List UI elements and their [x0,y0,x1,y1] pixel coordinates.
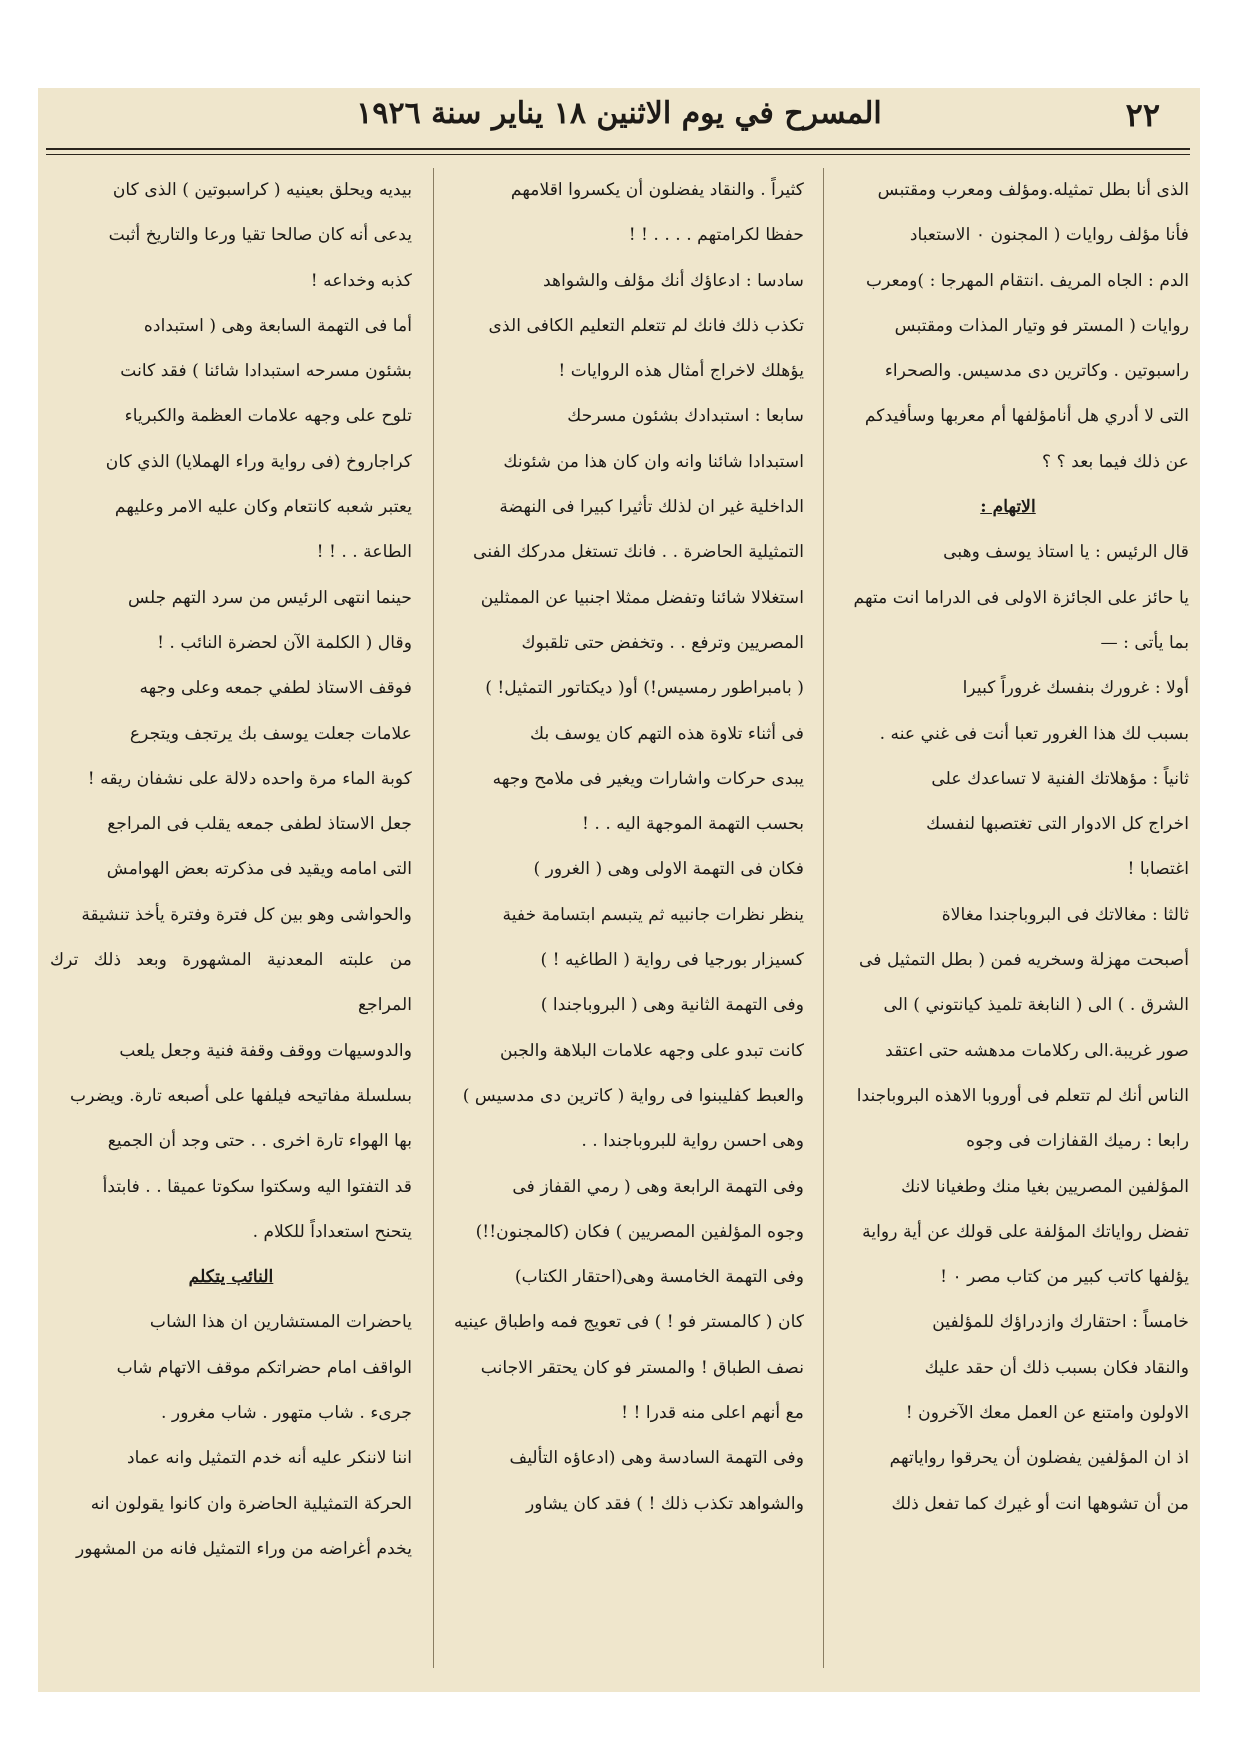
text-line: الطاعة . . ! ! [316,542,412,563]
text-line: الذى أنا بطل تمثيله.ومؤلف ومعرب ومقتبس [877,180,1189,200]
column-divider [823,168,824,1668]
column-divider [433,168,434,1668]
text-line: حينما انتهى الرئيس من سرد التهم جلس [128,587,412,608]
text-line: يعتبر شعبه كانتعام وكان عليه الامر وعليهم [114,497,412,518]
text-line: ثانياً : مؤهلاتك الفنية لا تساعدك على [931,768,1189,789]
text-line: والعبط كفليبنوا فى رواية ( كاترين دى مدسيس ) [462,1085,804,1106]
text-line: بسلسلة مفاتيحه فيلفها على أصبعه تارة. ويضرب [70,1085,412,1106]
text-line: يا حائز على الجائزة الاولى فى الدراما انت متهم [853,587,1189,608]
text-line: والحواشى وهو بين كل فترة وفترة يأخذ تنشيقة [81,904,412,925]
text-line: الواقف امام حضراتكم موقف الاتهام شاب [116,1357,412,1378]
text-column-right [827,168,1189,1684]
text-line: كذبه وخداعه ! [310,270,412,291]
text-line: راسبوتين . وكاترين دى مدسيس. والصحراء [884,361,1189,382]
text-line: بما يأتى : — [1100,632,1189,653]
text-line: مع أنهم اعلى منه قدرا ! ! [621,1403,804,1424]
text-line: يتحنح استعداداً للكلام . [252,1221,412,1242]
text-line: وفى التهمة الخامسة وهى(احتقار الكتاب) [514,1267,804,1288]
text-line: وفى التهمة الرابعة وهى ( رمي القفاز فى [512,1176,804,1197]
text-line: ينظر نظرات جانبيه ثم يتبسم ابتسامة خفية [502,904,804,925]
text-line: حفظا لكرامتهم . . . . ! ! [628,225,804,246]
text-line: بشئون مسرحه استبدادا شائنا ) فقد كانت [120,361,412,382]
text-line: والشواهد تكذب ذلك ! ) فقد كان يشاور [525,1493,804,1514]
text-line: قد التفتوا اليه وسكتوا سكوتا عميقا . . فابتدأ [102,1176,412,1197]
text-line: فى أثناء تلاوة هذه التهم كان يوسف بك [529,723,804,744]
text-line: والنقاد فكان بسبب ذلك أن حقد عليك [924,1357,1189,1378]
text-line: والدوسيهات ووقف وقفة فنية وجعل يلعب [119,1040,412,1061]
page-header-title: المسرح في يوم الاثنين ١٨ يناير سنة ١٩٢٦ [356,96,882,131]
text-line: جرىء . شاب متهور . شاب مغرور . [161,1403,412,1424]
text-line: أصبحت مهزلة وسخريه فمن ( بطل التمثيل فى [858,950,1189,971]
text-line: الشرق . ) الى ( النابغة تلميذ كيانتوني ) الى [883,995,1189,1016]
text-line: كانت تبدو على وجهه علامات البلاهة والجبن [499,1040,804,1061]
text-line: فكان فى التهمة الاولى وهى ( الغرور ) [533,859,804,880]
text-line: روايات ( المستر فو وتيار المذات ومقتبس [894,315,1189,336]
text-line: سادسا : ادعاؤك أنك مؤلف والشواهد [543,270,804,291]
text-line: كان ( كالمستر فو ! ) فى تعويج فمه واطباق عينيه [454,1312,804,1333]
text-line: الداخلية غير ان لذلك تأثيرا كبيرا فى النهضة [499,497,804,518]
text-line: المصريين وترفع . . وتخفض حتى تلقبوك [521,632,804,653]
text-line: فوقف الاستاذ لطفي جمعه وعلى وجهه [139,678,412,699]
text-line: الاولون وامتنع عن العمل معك الآخرون ! [905,1403,1189,1424]
text-line: الناس أنك لم تتعلم فى أوروبا الاهذه البروباجندا [856,1085,1189,1106]
text-line: وجوه المؤلفين المصريين ) فكان (كالمجنون!!) [475,1221,804,1242]
text-line: تفضل رواياتك المؤلفة على قولك عن أية رواية [862,1221,1189,1242]
text-line: جعل الاستاذ لطفى جمعه يقلب فى المراجع [107,814,412,835]
page-header [38,88,1200,160]
text-line: علامات جعلت يوسف بك يرتجف ويتجرع [129,723,412,744]
text-line: ثالثا : مغالاتك فى البروباجندا مغالاة [941,904,1189,925]
text-line: وقال ( الكلمة الآن لحضرة النائب . ! [157,632,412,653]
text-line: صور غريبة.الى ركلامات مدهشه حتى اعتقد [885,1040,1189,1061]
text-line: يؤهلك لاخراج أمثال هذه الروايات ! [558,361,804,382]
text-line: تلوح على وجهه علامات العظمة والكبرياء [124,406,412,427]
text-line: من أن تشوهها انت أو غيرك كما تفعل ذلك [891,1493,1189,1514]
text-line: بحسب التهمة الموجهة اليه . . ! [582,814,804,835]
text-line: وفى التهمة السادسة وهى (ادعاؤه التأليف [509,1448,804,1469]
text-line: عن ذلك فيما بعد ؟ ؟ [1042,451,1189,472]
header-rule [46,148,1190,150]
text-line: اننا لاننكر عليه أنه خدم التمثيل وانه عماد [126,1448,412,1469]
text-column-left [50,168,412,1684]
text-line: كثيراً . والنقاد يفضلون أن يكسروا اقلامهم [510,180,804,200]
text-line: ( بامبراطور رمسيس!) أو( ديكتاتور التمثيل! ) [485,678,804,699]
text-line: يخدم أغراضه من وراء التمثيل فانه من المشهور [75,1538,412,1559]
text-line: قال الرئيس : يا استاذ يوسف وهبى [943,542,1189,563]
text-line: يبدى حركات واشارات ويغير فى ملامح وجهه [492,768,804,789]
text-line: يؤلفها كاتب كبير من كتاب مصر ٠ ! [940,1267,1189,1288]
text-line: التى امامه ويقيد فى مذكرته بعض الهوامش [106,859,412,880]
text-line: استغلالا شائنا وتفضل ممثلا اجنبيا عن الممثلين [480,587,804,608]
text-line: الدم : الجاه المريف .انتقام المهرجا : )ومعرب [865,270,1189,291]
text-line: كوبة الماء مرة واحده دلالة على نشفان ريقه ! [87,768,412,789]
text-line: بيديه ويحلق بعينيه ( كراسبوتين ) الذى كان [112,180,412,200]
text-line: خامساً : احتقارك وازدراؤك للمؤلفين [932,1312,1189,1333]
text-line: وهى احسن رواية للبروباجندا . . [581,1131,804,1152]
text-line: أما فى التهمة السابعة وهى ( استبداده [143,315,412,336]
text-line: ياحضرات المستشارين ان هذا الشاب [149,1312,412,1333]
text-line: اذ ان المؤلفين يفضلون أن يحرقوا رواياتهم [889,1448,1189,1469]
text-line: التى لا أدري هل أنامؤلفها أم معربها وسأفيدكم [864,406,1189,427]
section-heading: النائب يتكلم [188,1267,274,1288]
text-line: اغتصابا ! [1127,859,1189,880]
text-line: اخراج كل الادوار التى تغتصبها لنفسك [926,814,1189,835]
newspaper-page [38,88,1200,1692]
text-line: كسيزار بورجيا فى رواية ( الطاغيه ! ) [540,950,804,971]
text-line: استبدادا شائنا وانه وان كان هذا من شئونك [503,451,804,472]
page-number: ٢٢ [1125,96,1160,134]
text-line: رابعا : رميك القفازات فى وجوه [966,1131,1189,1152]
text-line: أولا : غرورك بنفسك غروراً كبيرا [962,678,1189,699]
text-line: يدعى أنه كان صالحا تقيا ورعا والتاريخ أثبت [108,225,412,246]
text-column-middle [442,168,804,1684]
text-line: كراجاروخ (فى رواية وراء الهملايا) الذي كان [105,451,412,472]
text-line: تكذب ذلك فانك لم تتعلم التعليم الكافى الذى [488,315,804,336]
text-line: سابعا : استبدادك بشئون مسرحك [567,406,804,427]
text-line: نصف الطباق ! والمستر فو كان يحتقر الاجانب [480,1357,804,1378]
text-line: وفى التهمة الثانية وهى ( البروباجندا ) [540,995,804,1016]
text-line: الحركة التمثيلية الحاضرة وان كانوا يقولون انه [90,1493,412,1514]
text-line: فأنا مؤلف روايات ( المجنون ٠ الاستعباد [909,225,1189,246]
text-line: بسبب لك هذا الغرور تعبا أنت فى غني عنه . [879,723,1189,744]
text-line: بها الهواء تارة اخرى . . حتى وجد أن الجميع [107,1131,412,1152]
section-heading: الاتهام : [980,497,1036,518]
text-line: من علبته المعدنية المشهورة وبعد ذلك ترك المراجع [50,950,412,1016]
header-rule-thin [46,154,1190,155]
text-line: المؤلفين المصريين بغيا منك وطغيانا لانك [901,1176,1189,1197]
text-line: التمثيلية الحاضرة . . فانك تستغل مدركك الفنى [473,542,804,563]
